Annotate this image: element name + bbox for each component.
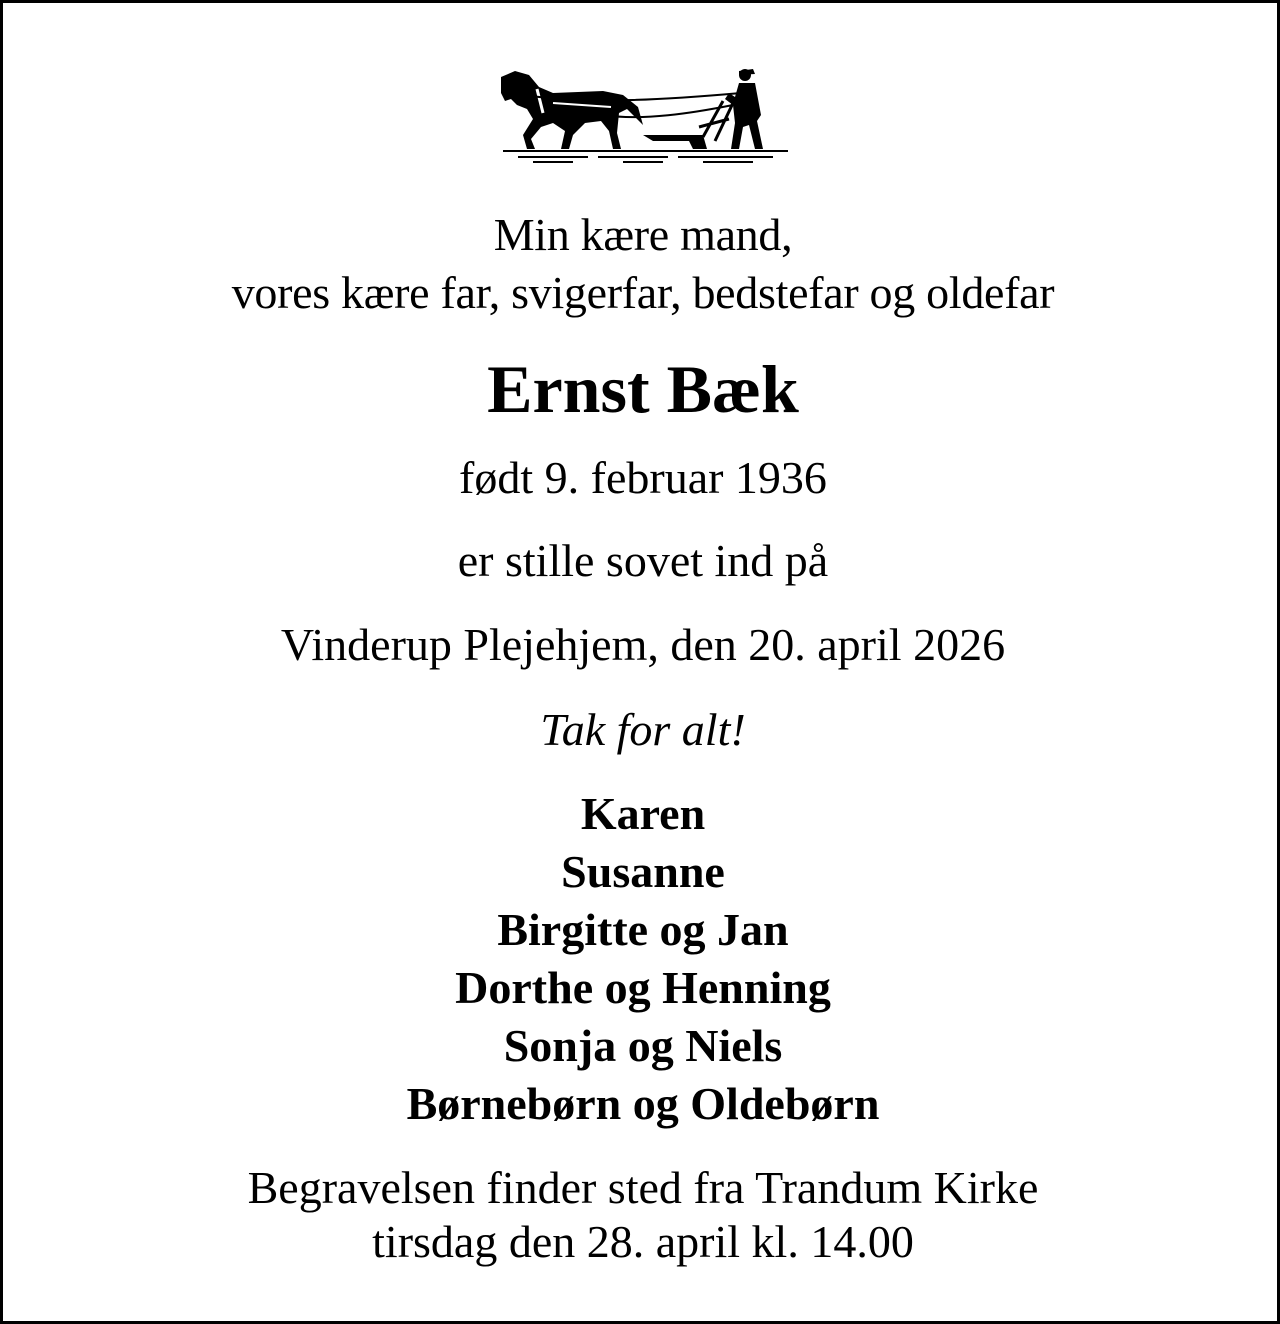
funeral-info <box>3 1161 1280 1269</box>
family-member: Sonja og Niels <box>503 1020 783 1071</box>
farewell-text: Tak for alt! <box>540 704 746 755</box>
horse-plough-icon <box>493 65 793 165</box>
intro-line-2: vores kære far, svigerfar, bedstefar og oldefar <box>231 267 1055 318</box>
deceased-name: Ernst Bæk <box>487 351 799 427</box>
family-list <box>3 785 1280 1133</box>
family-member: Birgitte og Jan <box>497 904 789 955</box>
family-member: Dorthe og Henning <box>455 962 831 1013</box>
place-and-date: Vinderup Plejehjem, den 20. april 2026 <box>280 619 1006 670</box>
family-member: Børnebørn og Oldebørn <box>406 1078 880 1129</box>
family-member: Karen <box>580 788 706 839</box>
family-member: Susanne <box>561 846 725 897</box>
passed-text: er stille sovet ind på <box>457 535 829 586</box>
intro-text <box>3 206 1280 322</box>
birth-date: født 9. februar 1936 <box>459 452 827 503</box>
funeral-line-2: tirsdag den 28. april kl. 14.00 <box>372 1216 914 1267</box>
funeral-line-1: Begravelsen finder sted fra Trandum Kirke <box>247 1162 1039 1213</box>
intro-line-1: Min kære mand, <box>493 209 793 260</box>
